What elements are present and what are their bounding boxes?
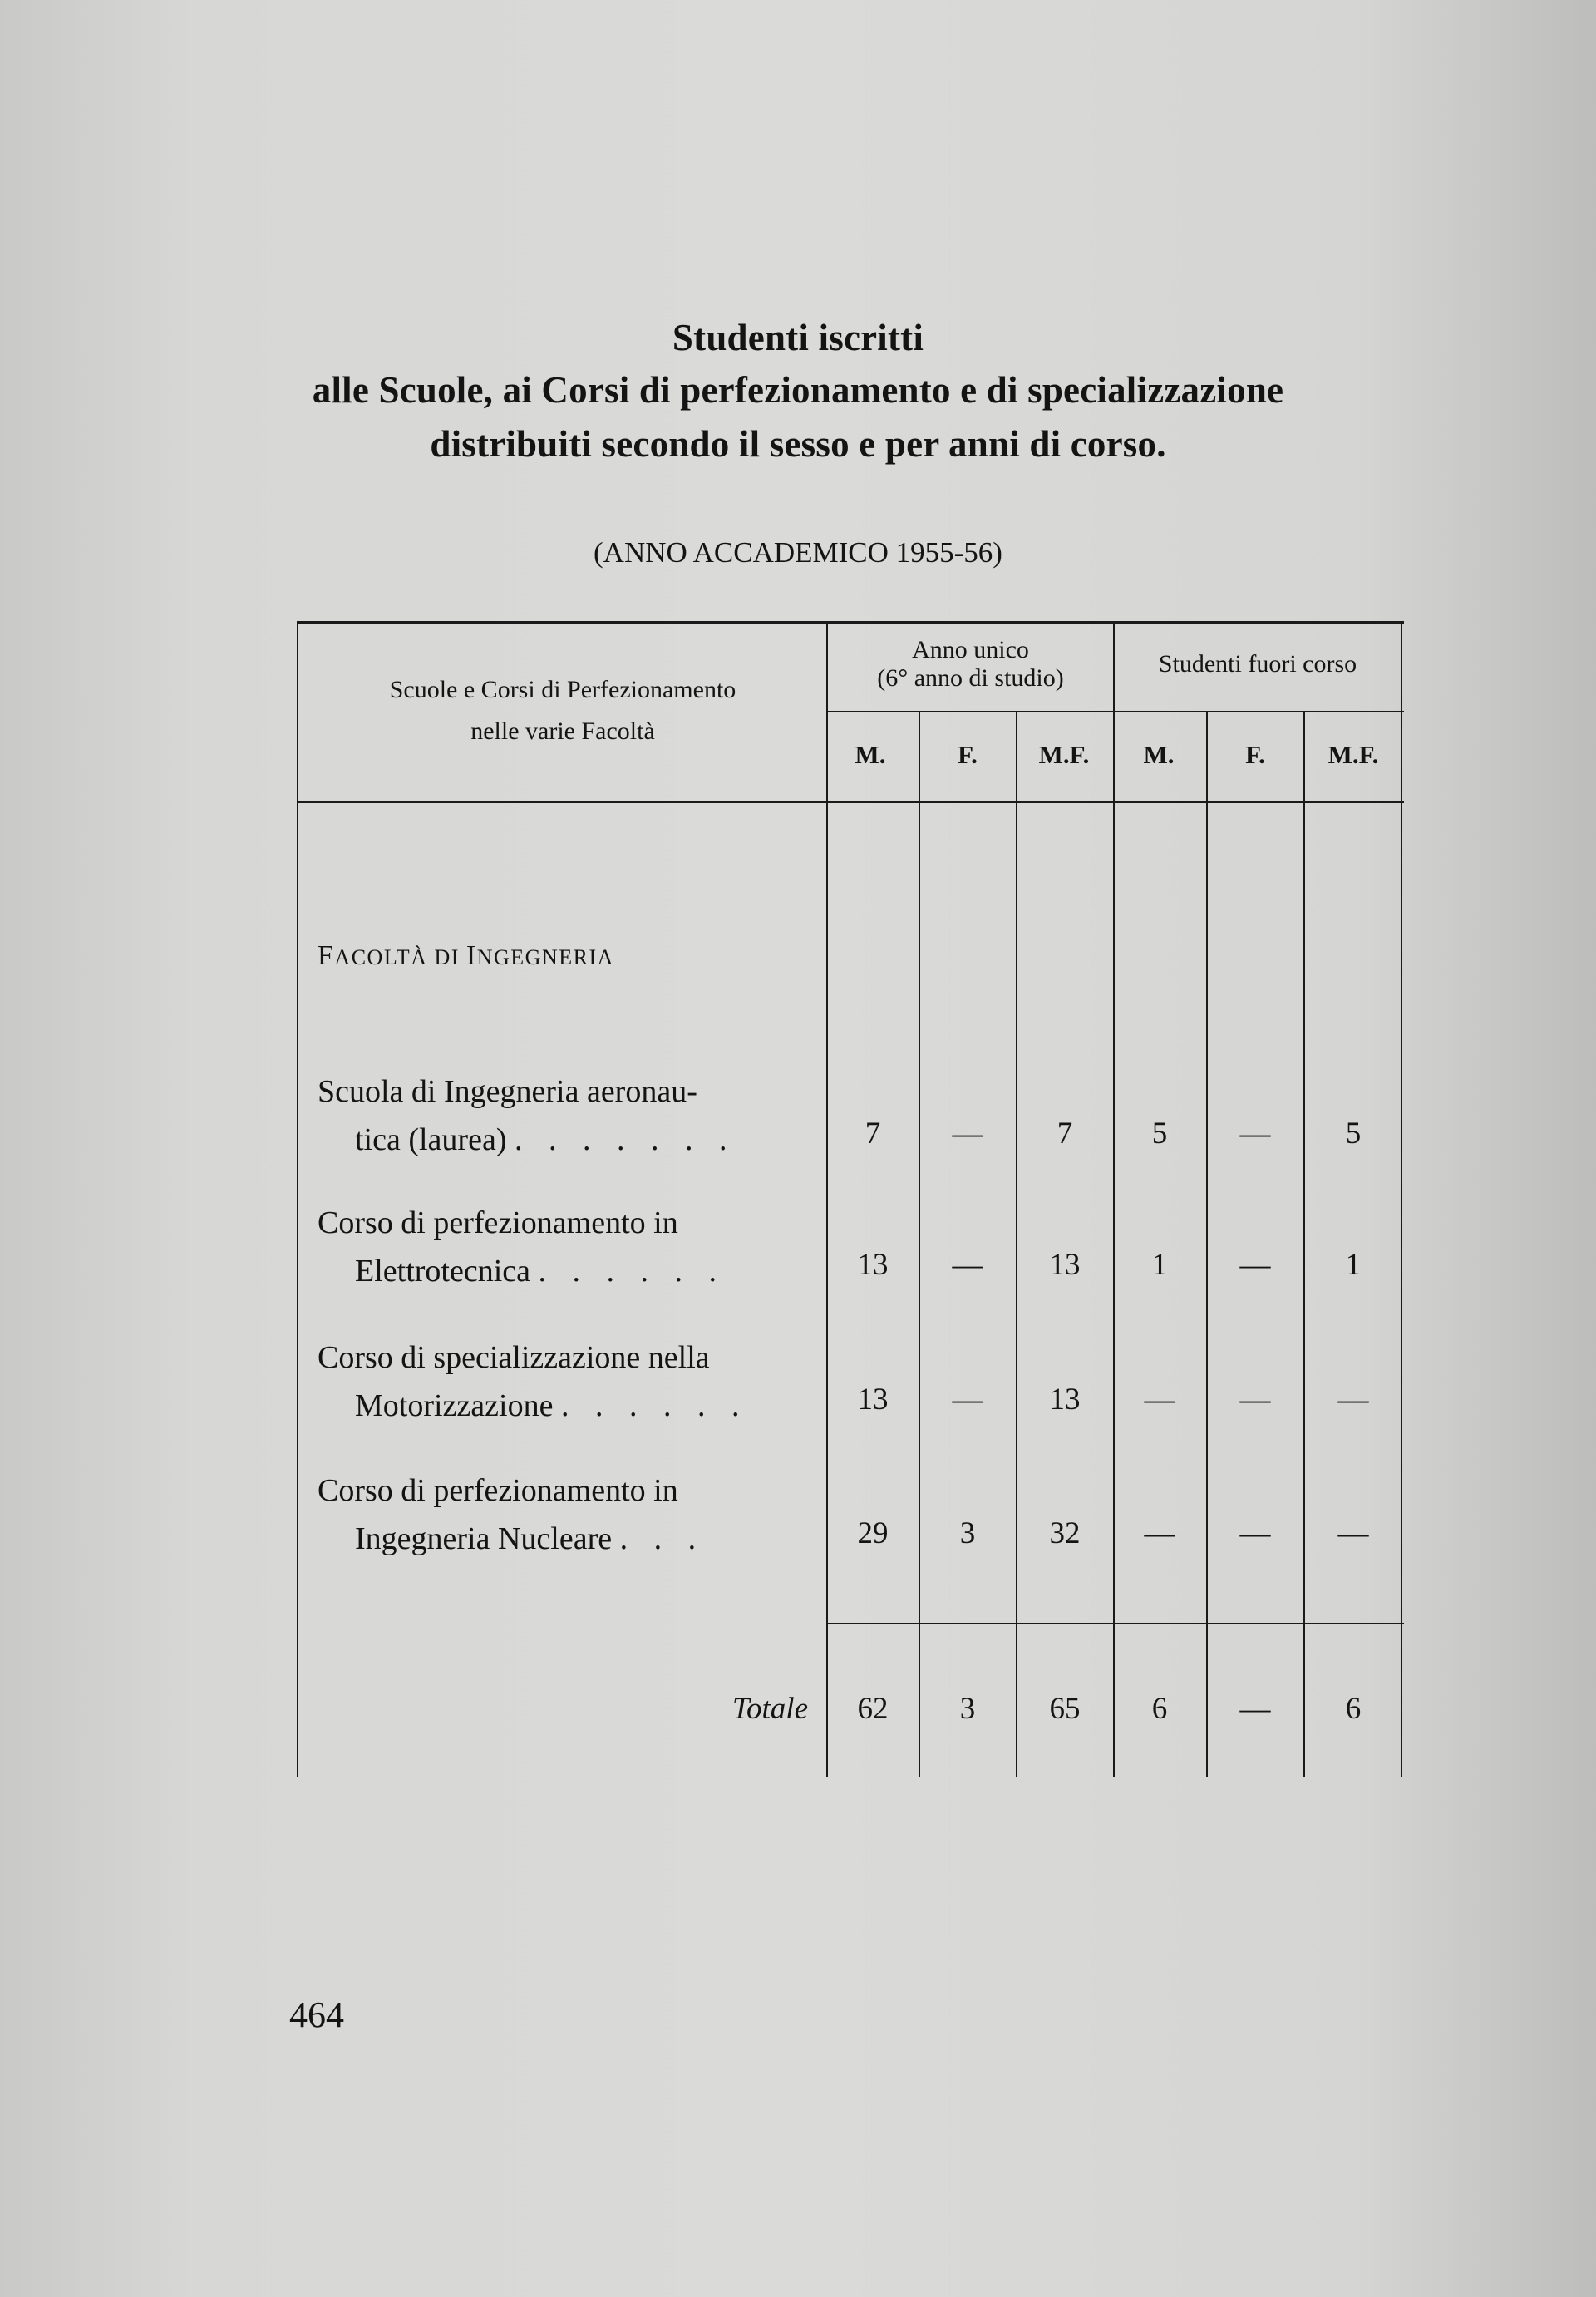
table-cell: 13 xyxy=(1049,1248,1081,1282)
table-cell: 29 xyxy=(857,1516,889,1550)
table-cell: 1 xyxy=(1345,1248,1362,1282)
table-cell: 3 xyxy=(959,1516,976,1550)
table-cell: — xyxy=(1337,1516,1369,1550)
title-line-1: Studenti iscritti xyxy=(672,317,924,358)
row-label-motorizzazione: Corso di specializzazione nella Motorizzazione . . . . . . xyxy=(318,1340,749,1423)
group-header-fuori-corso xyxy=(1115,650,1401,678)
stub-header-line-1: Scuole e Corsi di Perfezionamento xyxy=(389,676,736,703)
table-cell: — xyxy=(952,1116,983,1151)
row-label-elettrotecnica: Corso di perfezionamento in Elettrotecnica . . . . . . xyxy=(318,1205,726,1289)
col-header-mf: M.F. xyxy=(1038,740,1090,769)
table-cell: 13 xyxy=(857,1248,889,1282)
table-cell: 5 xyxy=(1345,1116,1362,1151)
col-header-m: M. xyxy=(855,740,886,769)
table-cell: — xyxy=(1239,1248,1271,1282)
table-cell: 5 xyxy=(1151,1116,1168,1151)
col-header-f-fuori: F. xyxy=(1245,740,1265,769)
total-cell: 62 xyxy=(857,1692,889,1726)
table-cell: — xyxy=(1239,1116,1271,1151)
row-label-aeronautica: Scuola di Ingegneria aeronau- tica (laurea) . . . . . . . xyxy=(318,1074,736,1157)
group-header-anno-unico-line-1: Anno unico xyxy=(912,636,1029,663)
title-line-2: alle Scuole, ai Corsi di perfezionamento e di specializzazione xyxy=(312,369,1284,411)
table-cell: 7 xyxy=(1057,1116,1073,1151)
title-line-3: distribuiti secondo il sesso e per anni di corso. xyxy=(430,423,1166,465)
stub-header xyxy=(301,669,825,752)
col-header-m-fuori: M. xyxy=(1143,740,1175,769)
table-cell: 13 xyxy=(857,1383,889,1417)
col-header-f: F. xyxy=(958,740,978,769)
table-cell: — xyxy=(952,1383,983,1417)
table-cell: — xyxy=(1144,1516,1175,1550)
table-cell: 7 xyxy=(864,1116,881,1151)
table-cell: — xyxy=(1337,1383,1369,1417)
table-cell: — xyxy=(1239,1383,1271,1417)
stub-header-line-2: nelle varie Facoltà xyxy=(470,717,655,745)
group-header-anno-unico xyxy=(828,636,1113,693)
col-header-mf-fuori: M.F. xyxy=(1328,740,1379,769)
total-cell: 6 xyxy=(1345,1692,1362,1726)
total-cell: 6 xyxy=(1151,1692,1168,1726)
table-cell: — xyxy=(1239,1516,1271,1550)
total-label: Totale xyxy=(732,1692,808,1726)
table-cell: 13 xyxy=(1049,1383,1081,1417)
subtitle: (ANNO ACCADEMICO 1955-56) xyxy=(594,536,1002,569)
table-cell: 32 xyxy=(1049,1516,1081,1550)
total-cell: — xyxy=(1239,1692,1271,1726)
total-cell: 3 xyxy=(959,1692,976,1726)
total-cell: 65 xyxy=(1049,1692,1081,1726)
page-number: 464 xyxy=(289,1994,344,2035)
table-cell: 1 xyxy=(1151,1248,1168,1282)
row-label-nucleare: Corso di perfezionamento in Ingegneria Nucleare . . . xyxy=(318,1473,706,1556)
group-header-anno-unico-line-2: (6° anno di studio) xyxy=(877,664,1064,692)
group-header-fuori-corso-line-1: Studenti fuori corso xyxy=(1158,650,1357,678)
table-cell: — xyxy=(1144,1383,1175,1417)
section-heading-ingegneria: FACOLTÀ DI INGEGNERIA xyxy=(318,940,614,971)
table-cell: — xyxy=(952,1248,983,1282)
